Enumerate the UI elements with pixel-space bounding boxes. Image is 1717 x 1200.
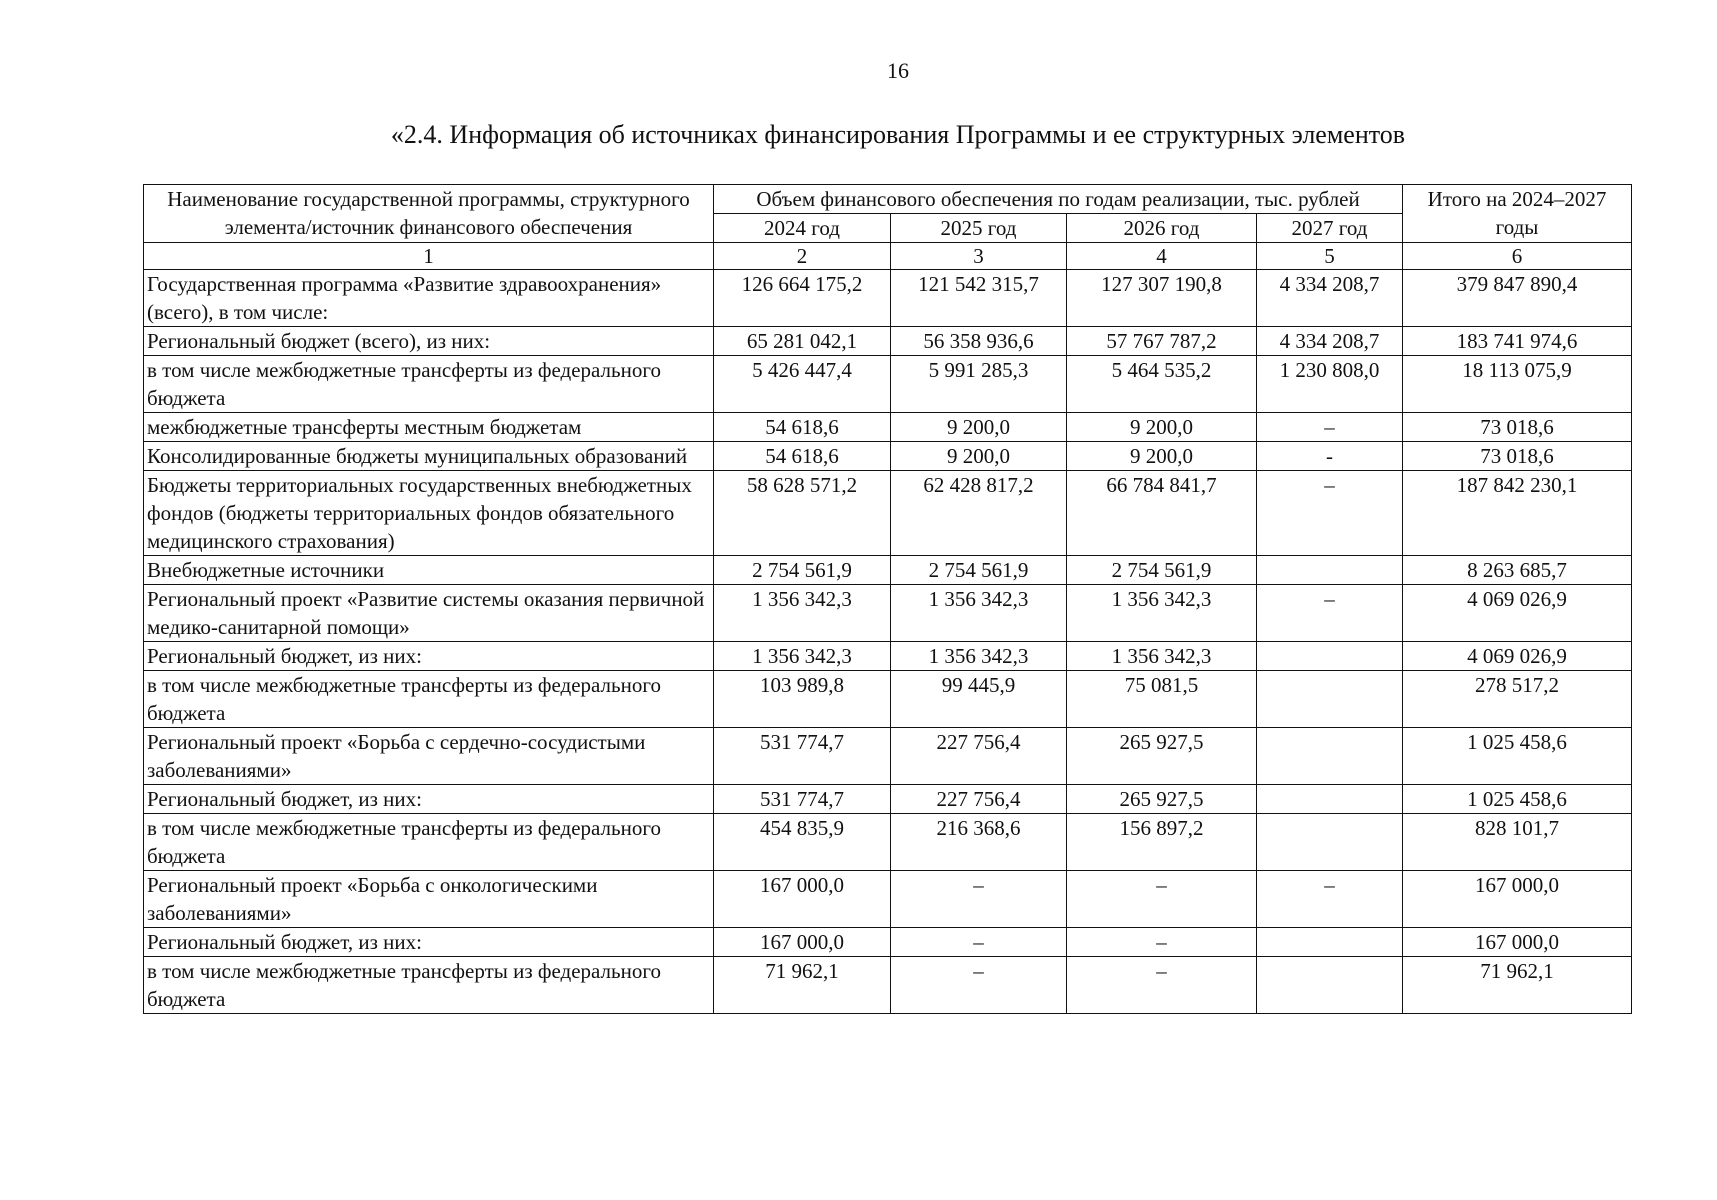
cell-2024: 54 618,6 xyxy=(714,413,891,442)
row-name-cell: Региональный бюджет, из них: xyxy=(144,928,714,957)
column-index: 3 xyxy=(891,243,1067,270)
cell-2024: 454 835,9 xyxy=(714,814,891,871)
cell-2027: 4 334 208,7 xyxy=(1257,327,1403,356)
cell-2026: 265 927,5 xyxy=(1067,785,1257,814)
cell-total: 71 962,1 xyxy=(1403,957,1632,1014)
column-index: 4 xyxy=(1067,243,1257,270)
cell-2026: 66 784 841,7 xyxy=(1067,471,1257,556)
cell-2026: 75 081,5 xyxy=(1067,671,1257,728)
cell-total: 18 113 075,9 xyxy=(1403,356,1632,413)
cell-2024: 2 754 561,9 xyxy=(714,556,891,585)
cell-total: 1 025 458,6 xyxy=(1403,785,1632,814)
cell-2027 xyxy=(1257,671,1403,728)
header-total-column: Итого на 2024–2027 годы xyxy=(1403,185,1632,243)
table-row xyxy=(144,957,1632,1014)
cell-2024: 1 356 342,3 xyxy=(714,642,891,671)
cell-2024: 167 000,0 xyxy=(714,871,891,928)
cell-2027: – xyxy=(1257,585,1403,642)
cell-total: 278 517,2 xyxy=(1403,671,1632,728)
cell-2027: 4 334 208,7 xyxy=(1257,270,1403,327)
cell-2025: 2 754 561,9 xyxy=(891,556,1067,585)
cell-2027 xyxy=(1257,814,1403,871)
row-name-cell: Государственная программа «Развитие здравоохранения» (всего), в том числе: xyxy=(144,270,714,327)
table-row xyxy=(144,442,1632,471)
cell-2025: 62 428 817,2 xyxy=(891,471,1067,556)
cell-2024: 167 000,0 xyxy=(714,928,891,957)
cell-2025: 121 542 315,7 xyxy=(891,270,1067,327)
cell-2026: 156 897,2 xyxy=(1067,814,1257,871)
row-name-cell: Региональный проект «Борьба с онкологическими заболеваниями» xyxy=(144,871,714,928)
cell-total: 167 000,0 xyxy=(1403,871,1632,928)
cell-total: 73 018,6 xyxy=(1403,442,1632,471)
cell-total: 8 263 685,7 xyxy=(1403,556,1632,585)
cell-2025: – xyxy=(891,928,1067,957)
header-year-2026: 2026 год xyxy=(1067,214,1257,243)
cell-2027 xyxy=(1257,928,1403,957)
row-name-cell: в том числе межбюджетные трансферты из федерального бюджета xyxy=(144,814,714,871)
header-year-2025: 2025 год xyxy=(891,214,1067,243)
cell-total: 73 018,6 xyxy=(1403,413,1632,442)
cell-total: 183 741 974,6 xyxy=(1403,327,1632,356)
column-index: 2 xyxy=(714,243,891,270)
row-name-cell: межбюджетные трансферты местным бюджетам xyxy=(144,413,714,442)
table-row xyxy=(144,413,1632,442)
table-row xyxy=(144,871,1632,928)
cell-2026: 127 307 190,8 xyxy=(1067,270,1257,327)
cell-2024: 5 426 447,4 xyxy=(714,356,891,413)
cell-2026: 9 200,0 xyxy=(1067,413,1257,442)
cell-2025: 9 200,0 xyxy=(891,442,1067,471)
page-number: 16 xyxy=(887,58,909,83)
cell-2026: 2 754 561,9 xyxy=(1067,556,1257,585)
table-row xyxy=(144,471,1632,556)
cell-2025: 227 756,4 xyxy=(891,728,1067,785)
row-name-cell: Внебюджетные источники xyxy=(144,556,714,585)
header-volume-group: Объем финансового обеспечения по годам реализации, тыс. рублей xyxy=(714,185,1403,214)
row-name-cell: Региональный проект «Развитие системы оказания первичной медико-санитарной помощи» xyxy=(144,585,714,642)
cell-2026: 9 200,0 xyxy=(1067,442,1257,471)
column-index-row xyxy=(144,243,1632,270)
cell-2027: – xyxy=(1257,471,1403,556)
row-name-cell: в том числе межбюджетные трансферты из федерального бюджета xyxy=(144,957,714,1014)
cell-2025: – xyxy=(891,957,1067,1014)
cell-2024: 71 962,1 xyxy=(714,957,891,1014)
table-row xyxy=(144,728,1632,785)
document-title: «2.4. Информация об источниках финансирования Программы и ее структурных элементов xyxy=(390,120,1406,149)
table-row xyxy=(144,642,1632,671)
table-row xyxy=(144,785,1632,814)
cell-2026: – xyxy=(1067,957,1257,1014)
table-body xyxy=(144,243,1632,1014)
cell-2025: 1 356 342,3 xyxy=(891,585,1067,642)
table-row xyxy=(144,814,1632,871)
cell-total: 379 847 890,4 xyxy=(1403,270,1632,327)
cell-2027 xyxy=(1257,642,1403,671)
cell-2024: 531 774,7 xyxy=(714,728,891,785)
cell-2025: 216 368,6 xyxy=(891,814,1067,871)
cell-2027: – xyxy=(1257,871,1403,928)
cell-total: 167 000,0 xyxy=(1403,928,1632,957)
row-name-cell: Региональный бюджет (всего), из них: xyxy=(144,327,714,356)
table-row xyxy=(144,556,1632,585)
column-index: 5 xyxy=(1257,243,1403,270)
table-row xyxy=(144,356,1632,413)
cell-2024: 58 628 571,2 xyxy=(714,471,891,556)
cell-2026: – xyxy=(1067,871,1257,928)
cell-2025: 227 756,4 xyxy=(891,785,1067,814)
cell-2026: 5 464 535,2 xyxy=(1067,356,1257,413)
row-name-cell: Бюджеты территориальных государственных внебюджетных фондов (бюджеты территориальных фондов обязательного медицинского страхования) xyxy=(144,471,714,556)
column-index: 6 xyxy=(1403,243,1632,270)
row-name-cell: в том числе межбюджетные трансферты из федерального бюджета xyxy=(144,671,714,728)
cell-2025: – xyxy=(891,871,1067,928)
column-index: 1 xyxy=(144,243,714,270)
cell-2025: 9 200,0 xyxy=(891,413,1067,442)
cell-2025: 99 445,9 xyxy=(891,671,1067,728)
cell-total: 828 101,7 xyxy=(1403,814,1632,871)
cell-2027 xyxy=(1257,957,1403,1014)
cell-2026: 57 767 787,2 xyxy=(1067,327,1257,356)
cell-2027 xyxy=(1257,785,1403,814)
cell-2024: 531 774,7 xyxy=(714,785,891,814)
table-row xyxy=(144,585,1632,642)
header-year-2027: 2027 год xyxy=(1257,214,1403,243)
cell-2024: 1 356 342,3 xyxy=(714,585,891,642)
financing-table xyxy=(143,184,1632,1014)
table-row xyxy=(144,327,1632,356)
cell-2024: 103 989,8 xyxy=(714,671,891,728)
row-name-cell: Региональный проект «Борьба с сердечно-сосудистыми заболеваниями» xyxy=(144,728,714,785)
row-name-cell: в том числе межбюджетные трансферты из федерального бюджета xyxy=(144,356,714,413)
cell-2025: 1 356 342,3 xyxy=(891,642,1067,671)
table-row xyxy=(144,928,1632,957)
cell-2025: 5 991 285,3 xyxy=(891,356,1067,413)
cell-2025: 56 358 936,6 xyxy=(891,327,1067,356)
cell-2027 xyxy=(1257,728,1403,785)
header-year-2024: 2024 год xyxy=(714,214,891,243)
table-header xyxy=(144,185,1632,243)
cell-total: 187 842 230,1 xyxy=(1403,471,1632,556)
table-row xyxy=(144,671,1632,728)
cell-2027: - xyxy=(1257,442,1403,471)
cell-2024: 65 281 042,1 xyxy=(714,327,891,356)
row-name-cell: Региональный бюджет, из них: xyxy=(144,785,714,814)
cell-total: 4 069 026,9 xyxy=(1403,642,1632,671)
cell-2027: 1 230 808,0 xyxy=(1257,356,1403,413)
header-name-column: Наименование государственной программы, структурного элемента/источник финансового обеспечения xyxy=(144,185,714,243)
cell-2026: 1 356 342,3 xyxy=(1067,642,1257,671)
cell-2027 xyxy=(1257,556,1403,585)
row-name-cell: Региональный бюджет, из них: xyxy=(144,642,714,671)
cell-total: 4 069 026,9 xyxy=(1403,585,1632,642)
cell-total: 1 025 458,6 xyxy=(1403,728,1632,785)
cell-2026: 1 356 342,3 xyxy=(1067,585,1257,642)
cell-2024: 126 664 175,2 xyxy=(714,270,891,327)
cell-2024: 54 618,6 xyxy=(714,442,891,471)
cell-2026: – xyxy=(1067,928,1257,957)
row-name-cell: Консолидированные бюджеты муниципальных образований xyxy=(144,442,714,471)
cell-2027: – xyxy=(1257,413,1403,442)
table-row xyxy=(144,270,1632,327)
cell-2026: 265 927,5 xyxy=(1067,728,1257,785)
